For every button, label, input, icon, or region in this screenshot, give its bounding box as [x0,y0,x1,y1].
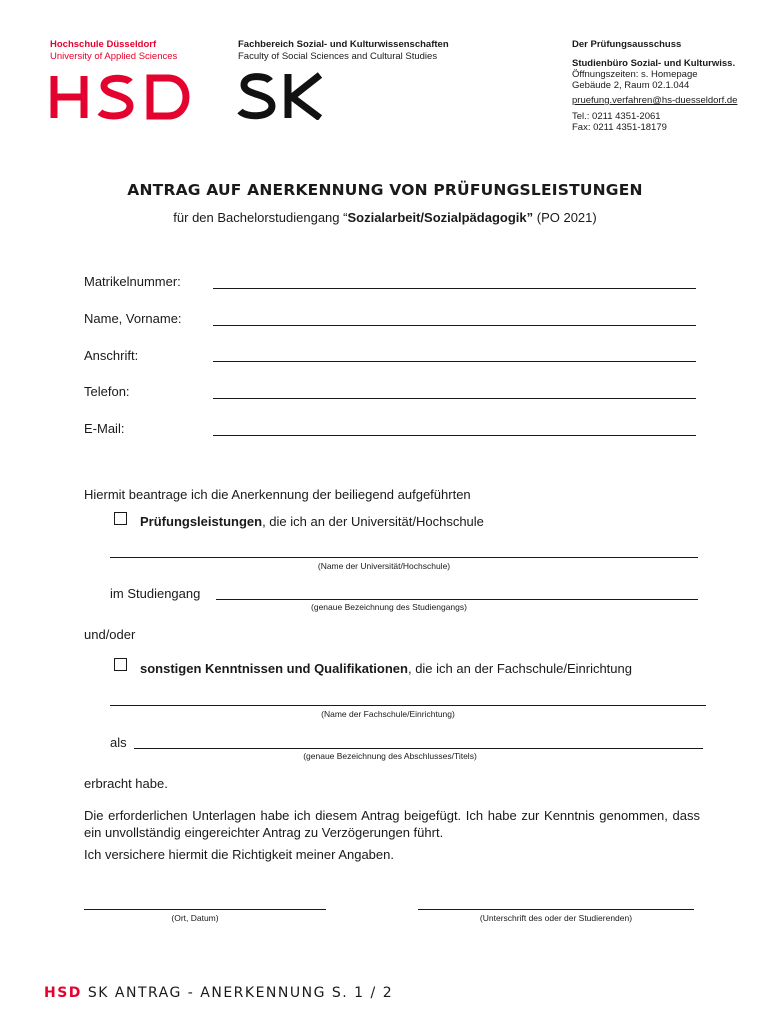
as-label: als [110,735,127,750]
footer-hsd: HSD [44,985,82,1001]
matrikel-field[interactable] [213,288,696,289]
place-date-field[interactable] [84,909,326,910]
option2-bold: sonstigen Kenntnissen und Qualifikationen [140,661,408,676]
faculty-de: Fachbereich Sozial- und Kulturwissenschaften [238,39,449,50]
university-name-en: University of Applied Sciences [50,51,178,62]
matrikel-label: Matrikelnummer: [84,274,181,289]
email-field[interactable] [213,435,696,436]
email-label: E-Mail: [84,421,125,436]
committee: Der Prüfungsausschuss [572,39,682,50]
assurance-paragraph: Ich versichere hiermit die Richtigkeit meiner Angaben. [84,847,394,862]
name-field[interactable] [213,325,696,326]
phone-label: Telefon: [84,384,130,399]
subtitle-program: Sozialarbeit/Sozialpädagogik” [347,210,534,225]
caption-school: (Name der Fachschule/Einrichtung) [321,709,455,719]
checkbox-sonstige-kenntnisse[interactable] [114,658,127,671]
caption-university: (Name der Universität/Hochschule) [317,561,451,571]
option1-bold: Prüfungsleistungen [140,514,263,529]
tel: Tel.: 0211 4351-2061 [572,111,661,122]
email-link[interactable]: pruefung.verfahren@hs-duesseldorf.de [572,95,738,106]
footer-text: SK ANTRAG - ANERKENNUNG S. 1 / 2 [87,985,394,1001]
caption-program: (genaue Bezeichnung des Studiengangs) [311,602,467,612]
in-program-label: im Studiengang [110,586,201,601]
caption-degree: (genaue Bezeichnung des Abschlusses/Titels) [303,751,477,761]
program-field[interactable] [216,599,698,600]
address-field[interactable] [213,361,696,362]
faculty-en: Faculty of Social Sciences and Cultural Studies [238,51,438,62]
name-label: Name, Vorname: [84,311,182,326]
university-field[interactable] [110,557,698,558]
office: Studienbüro Sozial- und Kulturwiss. [572,58,736,69]
footer [44,985,393,1001]
option1-rest: , die ich an der Universität/Hochschule [262,514,484,529]
phone-field[interactable] [213,398,696,399]
degree-field[interactable] [134,748,703,749]
sk-logo [236,72,326,120]
option1-text [140,514,484,529]
subtitle-pre: für den Bachelorstudiengang “ [173,210,348,225]
form-subtitle [0,210,770,225]
building: Gebäude 2, Raum 02.1.044 [572,80,690,91]
checkbox-pruefungsleistungen[interactable] [114,512,127,525]
caption-signature: (Unterschrift des oder der Studierenden) [479,913,633,923]
fax: Fax: 0211 4351-18179 [572,122,667,133]
documents-paragraph: Die erforderlichen Unterlagen habe ich diesem Antrag beigefügt. Ich habe zur Kenntnis genommen, dass ein unvollständig eingereichter Antrag zu Verzögerungen führt. [84,808,700,840]
address-label: Anschrift: [84,348,139,363]
achieved-text: erbracht habe. [84,776,168,791]
school-field[interactable] [110,705,706,706]
option2-rest: , die ich an der Fachschule/Einrichtung [407,661,632,676]
caption-place-date: (Ort, Datum) [171,913,219,923]
signature-field[interactable] [418,909,694,910]
university-name-de: Hochschule Düsseldorf [50,39,157,50]
opening-hours: Öffnungszeiten: s. Homepage [572,69,698,80]
and-or: und/oder [84,627,136,642]
subtitle-post: (PO 2021) [533,210,597,225]
intro-text: Hiermit beantrage ich die Anerkennung der beiliegend aufgeführten [84,487,471,502]
form-title: ANTRAG AUF ANERKENNUNG VON PRÜFUNGSLEISTUNGEN [127,181,643,199]
option2-text [140,661,632,676]
hsd-logo [50,74,200,120]
